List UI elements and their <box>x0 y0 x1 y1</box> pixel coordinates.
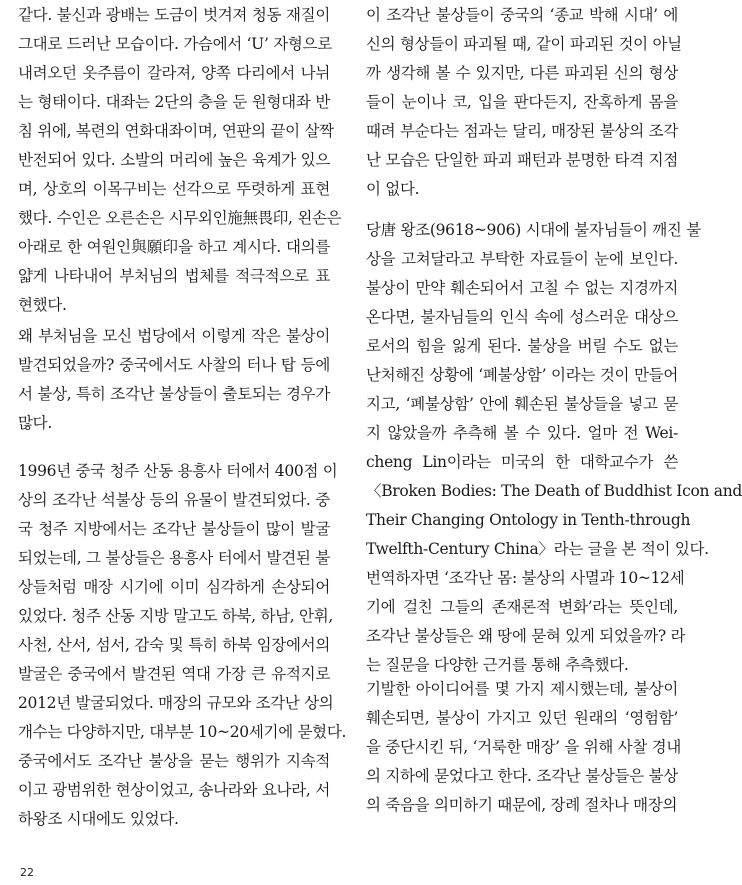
text-line: 기발한 아이디어를 몇 가지 제시했는데, 불상이 <box>366 680 678 698</box>
text-line: 있었다. 청주 산동 지방 말고도 하북, 하남, 안휘, <box>18 607 334 625</box>
text-line: 발굴은 중국에서 발견된 역대 가장 큰 유적지로 <box>18 665 330 683</box>
text-line: 번역하자면 ‘조각난 몸: 불상의 사멸과 10~12세 <box>366 569 685 587</box>
text-line: 했다. 수인은 오른손은 시무외인施無畏印, 왼손은 <box>18 209 342 227</box>
text-line: Twelfth-Century China〉라는 글을 본 적이 있다. <box>366 540 709 558</box>
text-line: 상들처럼 매장 시기에 이미 심각하게 손상되어 <box>18 578 330 596</box>
text-line: 이고 광범위한 현상이었고, 송나라와 요나라, 서 <box>18 781 330 799</box>
text-line: 아래로 한 여원인與願印을 하고 계시다. 대의를 <box>18 238 330 256</box>
paragraph <box>366 216 742 680</box>
text-line: 때려 부순다는 점과는 달리, 매장된 불상의 조각 <box>366 122 678 140</box>
text-line: 의 죽음을 의미하기 때문에, 장례 절차나 매장의 <box>366 796 678 814</box>
text-line: 되었는데, 그 불상들은 용흥사 터에서 발견된 불 <box>18 549 330 567</box>
text-line: 발견되었을까? 중국에서도 사찰의 터나 탑 등에 <box>18 356 330 374</box>
text-line: 불상이 만약 훼손되어서 고칠 수 없는 지경까지 <box>366 279 678 297</box>
text-line: 며, 상호의 이목구비는 선각으로 뚜렷하게 표현 <box>18 180 330 198</box>
paragraph <box>366 675 682 820</box>
text-line: 기에 걸친 그들의 존재론적 변화’라는 뜻인데, <box>366 598 678 616</box>
text-line: 난 모습은 단일한 파괴 패턴과 분명한 타격 지점 <box>366 151 678 169</box>
text-line: 국 청주 지방에서는 조각난 불상들이 많이 발굴 <box>18 520 330 538</box>
text-line: 의 지하에 묻었다고 한다. 조각난 불상들은 불상 <box>366 767 678 785</box>
text-line: 〈Broken Bodies: The Death of Buddhist Icon and <box>366 482 742 500</box>
paragraph <box>366 1 682 204</box>
text-line: 같다. 불신과 광배는 도금이 벗겨져 청동 재질이 <box>18 6 330 24</box>
text-line: 현했다. <box>18 296 67 314</box>
text-line: 난처해진 상황에 ‘폐불상함’ 이라는 것이 만들어 <box>366 366 678 384</box>
text-line: Their Changing Ontology in Tenth-through <box>366 511 691 529</box>
text-line: cheng Lin이라는 미국의 한 대학교수가 쓴 <box>366 453 678 471</box>
text-line: 들이 눈이나 코, 입을 판다든지, 잔혹하게 몸을 <box>366 93 678 111</box>
text-line: 내려오던 옷주름이 갈라져, 양쪽 다리에서 나뉘 <box>18 64 330 82</box>
text-line: 얇게 나타내어 부처님의 법체를 적극적으로 표 <box>18 267 330 285</box>
text-line: 조각난 불상들은 왜 땅에 묻혀 있게 되었을까? 라 <box>366 627 686 645</box>
page-number: 22 <box>20 866 34 879</box>
text-line: 을 중단시킨 뒤, ‘거룩한 매장’ 을 위해 사찰 경내 <box>366 738 682 756</box>
text-line: 이 없다. <box>366 180 420 198</box>
text-line: 이 조각난 불상들이 중국의 ‘종교 박해 시대’ 에 <box>366 6 678 24</box>
text-line: 왜 부처님을 모신 법당에서 이렇게 작은 불상이 <box>18 327 330 345</box>
text-line: 그대로 드러난 모습이다. 가슴에서 ‘U’ 자형으로 <box>18 35 332 53</box>
text-line: 1996년 중국 청주 산동 용흥사 터에서 400점 이 <box>18 462 338 480</box>
text-line: 2012년 발굴되었다. 매장의 규모와 조각난 상의 <box>18 694 334 712</box>
text-line: 온다면, 불자님들의 인식 속에 성스러운 대상으 <box>366 308 678 326</box>
text-line: 훼손되면, 불상이 가지고 있던 원래의 ‘영험함’ <box>366 709 678 727</box>
text-line: 로서의 힘을 잃게 된다. 불상을 버릴 수도 없는 <box>366 337 678 355</box>
text-line: 중국에서도 조각난 불상을 묻는 행위가 지속적 <box>18 752 330 770</box>
text-line: 지 않았을까 추측해 볼 수 있다. 얼마 전 Wei- <box>366 424 678 442</box>
text-line: 많다. <box>18 414 52 432</box>
text-line: 반전되어 있다. 소발의 머리에 높은 육계가 있으 <box>18 151 330 169</box>
text-line: 신의 형상들이 파괴될 때, 같이 파괴된 것이 아닐 <box>366 35 682 53</box>
text-line: 사천, 산서, 섬서, 감숙 및 특히 하북 임장에서의 <box>18 636 330 654</box>
text-line: 상을 고쳐달라고 부탁한 자료들이 눈에 보인다. <box>366 250 678 268</box>
text-line: 지고, ‘폐불상함’ 안에 훼손된 불상들을 넣고 묻 <box>366 395 678 413</box>
text-line: 상의 조각난 석불상 등의 유물이 발견되었다. 중 <box>18 491 330 509</box>
paragraph <box>18 457 347 834</box>
text-line: 까 생각해 볼 수 있지만, 다른 파괴된 신의 형상 <box>366 64 678 82</box>
paragraph <box>18 322 330 438</box>
text-line: 침 위에, 복련의 연화대좌이며, 연판의 끝이 살짝 <box>18 122 334 140</box>
text-line: 당唐 왕조(9618~906) 시대에 불자님들이 깨진 불 <box>366 221 701 239</box>
text-line: 개수는 다양하지만, 대부분 10~20세기에 묻혔다. <box>18 723 347 741</box>
text-line: 는 질문을 다양한 근거를 통해 추측했다. <box>366 656 629 674</box>
paragraph <box>18 1 342 320</box>
text-line: 는 형태이다. 대좌는 2단의 층을 둔 원형대좌 반 <box>18 93 330 111</box>
text-line: 서 불상, 특히 조각난 불상들이 출토되는 경우가 <box>18 385 330 403</box>
text-line: 하왕조 시대에도 있었다. <box>18 810 179 828</box>
